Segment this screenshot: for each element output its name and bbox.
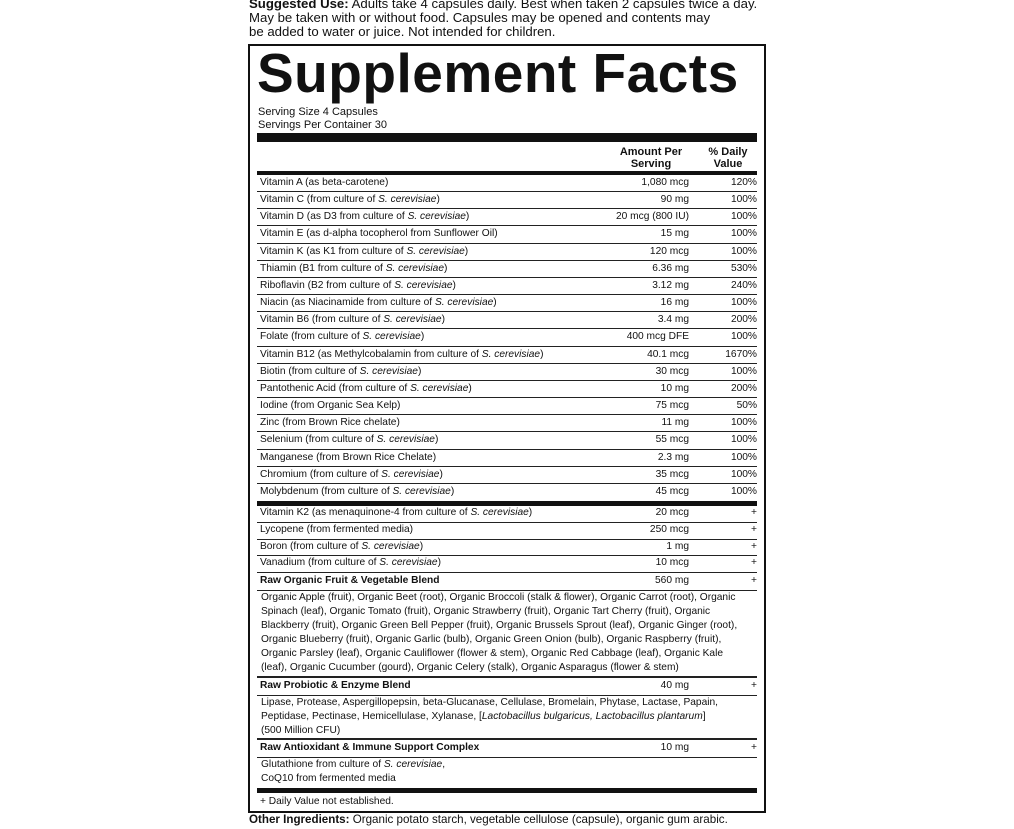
column-header-amount	[602, 146, 700, 170]
nutrient-row	[257, 523, 757, 540]
column-header-amount-line-2: Serving	[630, 158, 672, 170]
blend-daily-value: +	[751, 575, 757, 586]
nutrient-name-text: Vitamin A (as beta-carotene)	[260, 177, 389, 188]
nutrient-name	[260, 524, 413, 535]
nutrient-row	[257, 364, 757, 381]
nutrient-name	[260, 541, 423, 552]
nutrient-name-text: )	[464, 245, 469, 257]
nutrient-amount: 15 mg	[660, 228, 689, 240]
nutrient-name	[260, 194, 440, 205]
nutrient-name-italic: S. cerevisiae	[410, 382, 469, 394]
nutrient-amount: 1,080 mcg	[641, 177, 689, 188]
nutrient-name	[260, 280, 456, 291]
nutrient-name-italic: S. cerevisiae	[362, 331, 421, 343]
nutrient-amount: 45 mcg	[655, 485, 689, 497]
nutrient-name-text: Chromium (from culture of	[260, 468, 382, 480]
suggested-use-label: Suggested Use:	[249, 0, 349, 11]
nutrient-amount: 16 mg	[660, 297, 689, 309]
blend-ingredients-italic: Lactobacillus bulgaricus, Lactobacillus plantarum	[481, 710, 703, 722]
nutrient-daily-value: 100%	[730, 485, 757, 497]
other-ingredients-label: Other Ingredients:	[249, 813, 350, 826]
blend-ingredients-italic: S. cerevisiae	[383, 759, 443, 770]
nutrient-name	[260, 314, 445, 325]
nutrient-name	[260, 246, 468, 257]
nutrient-name-text: Vitamin K (as K1 from culture of	[260, 245, 407, 257]
nutrient-name	[260, 469, 443, 480]
nutrient-row	[257, 295, 757, 312]
nutrient-daily-value: 100%	[730, 211, 757, 223]
serving-info	[258, 106, 387, 132]
nutrient-row	[257, 192, 757, 209]
nutrient-name	[260, 211, 469, 222]
suggested-use	[249, 0, 779, 40]
nutrient-daily-value: 100%	[730, 331, 757, 343]
nutrient-daily-value: 50%	[736, 400, 757, 412]
nutrient-row	[257, 398, 757, 415]
blend-ingredients-line: (500 Million CFU)	[261, 724, 341, 736]
nutrient-row	[257, 312, 757, 329]
serving-size: Serving Size 4 Capsules	[258, 106, 378, 118]
nutrient-name-italic: S. cerevisiae	[385, 262, 445, 274]
nutrient-name-italic: S. cerevisiae	[379, 557, 438, 569]
nutrient-name-text: )	[437, 557, 442, 569]
nutrient-name	[260, 383, 472, 394]
nutrient-daily-value: 100%	[730, 468, 757, 480]
nutrient-row	[257, 432, 757, 449]
nutrient-daily-value: 100%	[730, 451, 757, 463]
nutrient-name-italic: S. cerevisiae	[470, 507, 529, 518]
nutrient-row	[257, 450, 757, 467]
nutrient-name-text: Biotin (from culture of	[260, 365, 360, 377]
nutrient-name-text: Vitamin C (from culture of	[260, 194, 379, 206]
nutrient-amount: 11 mg	[661, 417, 689, 429]
nutrient-name-text: )	[436, 194, 440, 206]
nutrient-name	[260, 263, 447, 274]
nutrient-row	[257, 484, 757, 501]
blend-name: Raw Probiotic & Enzyme Blend	[260, 680, 411, 691]
nutrient-name-text: Vitamin D (as D3 from culture of	[260, 211, 408, 223]
nutrient-name	[260, 177, 388, 188]
nutrient-name-text: )	[465, 211, 470, 223]
nutrient-name-text: )	[444, 262, 448, 274]
nutrient-amount: 10 mcg	[655, 557, 689, 569]
nutrient-name	[260, 228, 498, 239]
nutrient-row	[257, 381, 757, 398]
nutrient-name-text: Folate (from culture of	[260, 331, 363, 343]
nutrient-name-text: )	[450, 485, 455, 497]
nutrient-row	[257, 540, 757, 557]
nutrient-name	[260, 507, 532, 518]
nutrient-amount: 40.1 mcg	[647, 348, 689, 360]
nutrient-amount: 20 mcg	[655, 507, 689, 518]
nutrient-daily-value: +	[751, 523, 757, 535]
nutrient-table	[257, 175, 757, 501]
nutrient-name-text: Vitamin B6 (from culture of	[260, 314, 384, 326]
nutrient-row	[257, 467, 757, 484]
thick-divider	[257, 133, 757, 142]
nutrient-name-text: Manganese (from Brown Rice Chelate)	[260, 451, 437, 463]
nutrient-amount: 1 mg	[666, 540, 689, 552]
blend-ingredients-text: Glutathione from culture of	[261, 759, 384, 770]
suggested-use-line-2: May be taken with or without food. Capsules may be opened and contents may	[249, 10, 711, 26]
nutrient-name-text: Riboflavin (B2 from culture of	[260, 279, 395, 291]
other-ingredients	[249, 813, 728, 826]
nutrient-row	[257, 261, 757, 278]
nutrient-daily-value: +	[751, 557, 757, 569]
nutrient-row	[257, 347, 757, 364]
nutrient-row	[257, 244, 757, 261]
nutrient-amount: 90 mg	[660, 194, 689, 206]
nutrient-row	[257, 278, 757, 295]
blend-ingredients-line	[261, 758, 747, 772]
panel-title: Supplement Facts	[257, 42, 739, 104]
blend-daily-value: +	[751, 742, 757, 753]
nutrient-daily-value: 240%	[730, 279, 757, 291]
nutrient-name-text: Pantothenic Acid (from culture of	[260, 382, 411, 394]
nutrient-name-italic: S. cerevisiae	[394, 279, 453, 291]
nutrient-name-text: )	[419, 540, 424, 552]
blend-amount: 10 mg	[660, 742, 689, 753]
nutrient-name-text: )	[434, 434, 439, 446]
nutrient-amount: 10 mg	[660, 382, 689, 394]
nutrient-name-italic: S. cerevisiae	[361, 540, 420, 552]
suggested-use-line-3: be added to water or juice. Not intended for children.	[249, 24, 556, 40]
nutrient-daily-value: 100%	[730, 245, 757, 257]
nutrient-amount: 55 mcg	[655, 434, 689, 446]
blend-ingredients-text: Peptidase, Pectinase, Hemicellulase, Xylanase, [	[261, 710, 482, 722]
column-header-dv-line-1: % Daily	[708, 146, 748, 158]
nutrient-name-text: Vitamin E (as d-alpha tocopherol from Sunflower Oil)	[260, 228, 498, 240]
nutrient-amount: 6.36 mg	[652, 262, 689, 274]
nutrient-row	[257, 506, 757, 523]
nutrient-name-text: )	[441, 314, 445, 326]
blend-ingredients-text: ,	[442, 759, 446, 770]
suggested-use-line-1: Adults take 4 capsules daily. Best when taken 2 capsules twice a day.	[348, 0, 758, 11]
nutrient-name-text: Molybdenum (from culture of	[260, 485, 393, 497]
blend-name: Raw Organic Fruit & Vegetable Blend	[260, 575, 440, 586]
nutrient-amount: 75 mcg	[655, 400, 689, 412]
nutrient-daily-value: +	[751, 540, 757, 552]
nutrient-name-text: Boron (from culture of	[260, 540, 362, 552]
nutrient-name-italic: S. cerevisiae	[407, 211, 466, 223]
nutrient-name-italic: S. cerevisiae	[383, 314, 442, 326]
column-header-daily-value	[702, 146, 754, 170]
nutrient-name-text: )	[540, 348, 544, 360]
nutrient-daily-value: 120%	[730, 177, 757, 188]
nutrient-name	[260, 297, 497, 308]
nutrient-name-text: )	[452, 279, 456, 291]
nutrient-row	[257, 209, 757, 226]
nutrient-amount: 30 mcg	[655, 365, 689, 377]
nutrient-daily-value: 200%	[730, 382, 757, 394]
nutrient-daily-value: 100%	[730, 194, 757, 206]
nutrient-name	[260, 400, 400, 411]
blend-header	[257, 678, 757, 695]
nutrient-name	[260, 417, 400, 428]
other-nutrient-table	[257, 506, 757, 573]
nutrient-name	[260, 452, 436, 463]
supplement-facts-panel	[248, 44, 766, 813]
blend-antioxidant-immune	[257, 740, 757, 757]
blend-ingredients-line: Lipase, Protease, Aspergillopepsin, beta-Glucanase, Cellulase, Bromelain, Phytase, Lactase, Papain,	[261, 697, 719, 708]
nutrient-name-text: Selenium (from culture of	[260, 434, 377, 446]
blend-ingredients	[261, 696, 747, 738]
nutrient-row	[257, 329, 757, 346]
blend-daily-value: +	[751, 680, 757, 691]
nutrient-amount: 35 mcg	[655, 468, 689, 480]
nutrient-name-text: Vitamin K2 (as menaquinone-4 from culture of	[260, 507, 471, 518]
column-header-dv-line-2: Value	[713, 158, 743, 170]
nutrient-daily-value: 1670%	[725, 348, 757, 360]
nutrient-name-text: Lycopene (from fermented media)	[260, 523, 414, 535]
nutrient-daily-value: 200%	[730, 314, 757, 326]
blend-header	[257, 740, 757, 757]
nutrient-amount: 20 mcg (800 IU)	[615, 211, 689, 223]
nutrient-name-text: )	[528, 507, 533, 518]
nutrient-name	[260, 366, 421, 377]
nutrient-daily-value: 100%	[730, 417, 757, 429]
nutrient-name	[260, 331, 424, 342]
nutrient-daily-value: 100%	[730, 297, 757, 309]
nutrient-name-text: Niacin (as Niacinamide from culture of	[260, 297, 435, 309]
blend-fruit-vegetable	[257, 573, 757, 590]
nutrient-daily-value: 100%	[730, 365, 757, 377]
nutrient-daily-value: 530%	[730, 262, 757, 274]
nutrient-row	[257, 226, 757, 243]
nutrient-name-text: Vitamin B12 (as Methylcobalamin from culture of	[260, 348, 482, 360]
nutrient-name-text: )	[417, 365, 422, 377]
nutrient-row	[257, 415, 757, 432]
nutrient-name-text: )	[493, 297, 497, 309]
nutrient-amount: 250 mcg	[649, 523, 689, 535]
nutrient-daily-value: +	[751, 507, 757, 518]
nutrient-name-italic: S. cerevisiae	[392, 485, 451, 497]
blend-ingredients-text: ]	[702, 710, 706, 722]
daily-value-footnote: + Daily Value not established.	[260, 796, 394, 807]
nutrient-name	[260, 349, 544, 360]
nutrient-name-text: Iodine (from Organic Sea Kelp)	[260, 400, 401, 412]
nutrient-amount: 2.3 mg	[657, 451, 689, 463]
nutrient-name	[260, 434, 438, 445]
column-header-amount-line-1: Amount Per	[619, 146, 683, 158]
blend-amount: 40 mg	[660, 680, 689, 691]
blend-ingredients-line: CoQ10 from fermented media	[261, 772, 396, 784]
nutrient-name-text: Zinc (from Brown Rice chelate)	[260, 417, 400, 429]
blend-name: Raw Antioxidant & Immune Support Complex	[260, 742, 480, 753]
nutrient-name-italic: S. cerevisiae	[381, 468, 440, 480]
nutrient-name-italic: S. cerevisiae	[376, 434, 435, 446]
blend-header	[257, 573, 757, 590]
nutrient-name-italic: S. cerevisiae	[406, 245, 465, 257]
nutrient-name-italic: S. cerevisiae	[481, 348, 541, 360]
nutrient-daily-value: 100%	[730, 228, 757, 240]
nutrient-name-text: Thiamin (B1 from culture of	[260, 262, 386, 274]
blend-ingredients: Organic Apple (fruit), Organic Beet (root), Organic Broccoli (stalk & flower), Organic Carrot (root), Organic Spinach (leaf), Organic Tomato (fruit), Organic Strawberry (fruit), Organic Tart Cherry (fruit), Organic Blackberry (fruit), Organic Green Bell Pepper (fruit), Organic Brussels Sprout (leaf), Organic Ginger (root), Organic Blueberry (fruit), Organic Garlic (bulb), Organic Green Onion (bulb), Organic Raspberry (fruit), Organic Parsley (leaf), Organic Cauliflower (flower & stem), Organic Red Cabbage (leaf), Organic Kale (leaf), Organic Cucumber (gourd), Organic Celery (stalk), Organic Asparagus (flower & stem)	[261, 592, 738, 673]
nutrient-name-text: Vanadium (from culture of	[260, 557, 380, 569]
nutrient-name-italic: S. cerevisiae	[359, 365, 418, 377]
nutrient-name	[260, 486, 454, 497]
nutrient-row	[257, 175, 757, 192]
nutrient-name-text: )	[439, 468, 443, 480]
nutrient-name-italic: S. cerevisiae	[378, 194, 437, 206]
bottom-divider	[257, 788, 757, 793]
blend-ingredients-line	[261, 710, 747, 724]
nutrient-name-text: )	[420, 331, 425, 343]
nutrient-amount: 400 mcg DFE	[626, 331, 689, 343]
nutrient-name-text: )	[468, 382, 472, 394]
nutrient-amount: 3.12 mg	[652, 279, 689, 291]
other-ingredients-text: Organic potato starch, vegetable cellulose (capsule), organic gum arabic.	[349, 813, 728, 826]
blend-probiotic-enzyme	[257, 678, 757, 695]
nutrient-name-italic: S. cerevisiae	[434, 297, 494, 309]
nutrient-amount: 120 mcg	[649, 245, 689, 257]
nutrient-amount: 3.4 mg	[657, 314, 689, 326]
blend-ingredients	[261, 758, 747, 786]
blend-amount: 560 mg	[655, 575, 689, 586]
servings-per-container: Servings Per Container 30	[258, 119, 388, 131]
nutrient-name	[260, 557, 441, 568]
nutrient-row	[257, 556, 757, 573]
nutrient-daily-value: 100%	[730, 434, 757, 446]
